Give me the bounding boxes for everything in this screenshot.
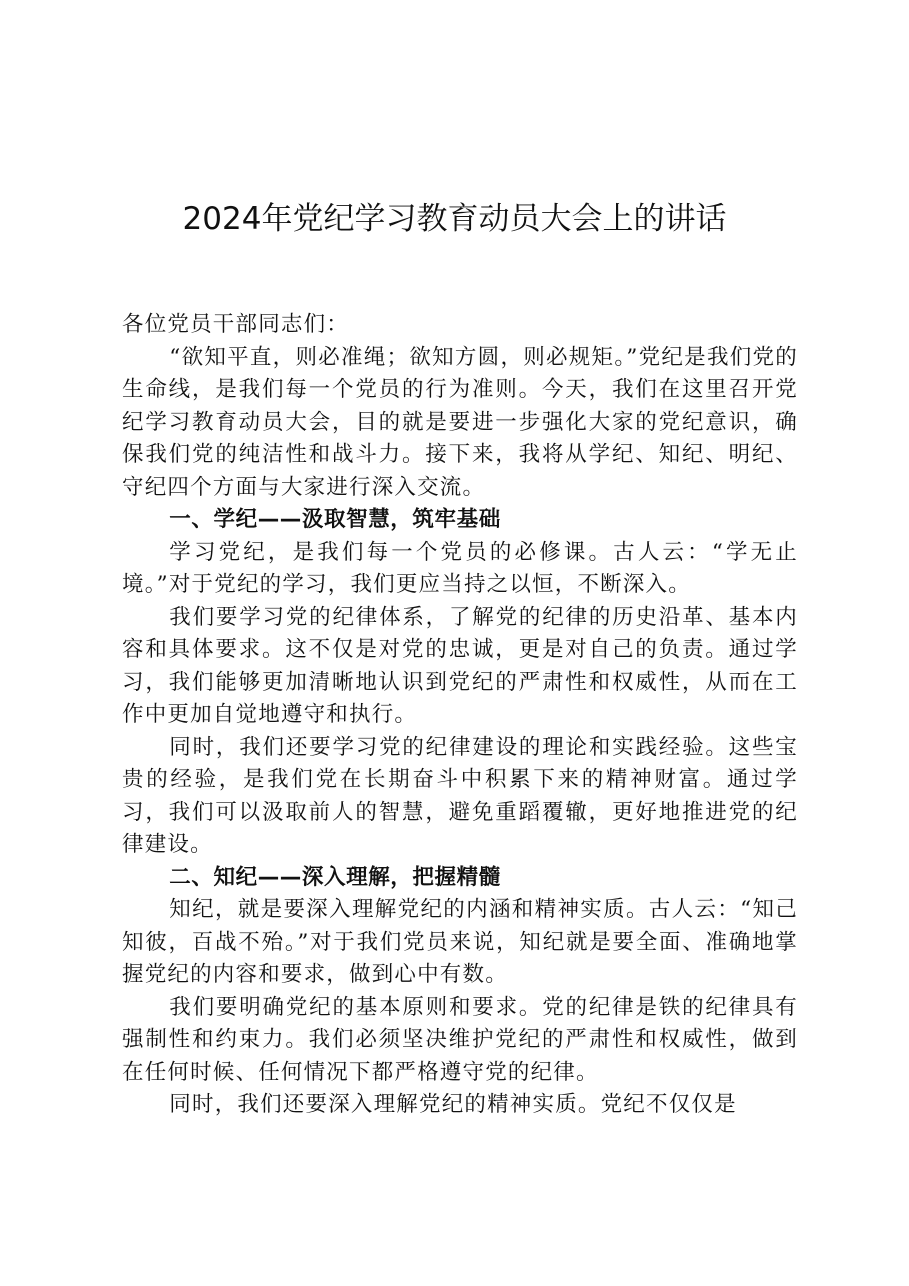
paragraph: 我们要明确党纪的基本原则和要求。党的纪律是铁的纪律具有强制性和约束力。我们必须坚决维护党纪的严肃性和权威性，做到在任何时候、任何情况下都严格遵守党的纪律。 [122, 994, 798, 1085]
document-title: 2024年党纪学习教育动员大会上的讲话 [182, 201, 727, 237]
salutation: 各位党员干部同志们： [122, 312, 350, 337]
paragraph-intro: “欲知平直，则必准绳；欲知方圆，则必规矩。”党纪是我们党的生命线，是我们每一个党员的行为准则。今天，我们在这里召开党纪学习教育动员大会，目的就是要进一步强化大家的党纪意识，确保我们党的纯洁性和战斗力。接下来，我将从学纪、知纪、明纪、守纪四个方面与大家进行深入交流。 [122, 344, 798, 500]
paragraph: 我们要学习党的纪律体系，了解党的纪律的历史沿革、基本内容和具体要求。这不仅是对党的忠诚，更是对自己的负责。通过学习，我们能够更加清晰地认识到党纪的严肃性和权威性，从而在工作中更加自觉地遵守和执行。 [122, 604, 798, 727]
section-heading-1: 一、学纪——汲取智慧，筑牢基础 [169, 507, 501, 532]
paragraph: 知纪，就是要深入理解党纪的内涵和精神实质。古人云：“知己知彼，百战不殆。”对于我们党员来说，知纪就是要全面、准确地掌握党纪的内容和要求，做到心中有数。 [122, 897, 798, 987]
paragraph: 同时，我们还要深入理解党纪的精神实质。党纪不仅仅是 [169, 1092, 737, 1117]
section-heading-2: 二、知纪——深入理解，把握精髓 [169, 864, 501, 890]
paragraph: 同时，我们还要学习党的纪律建设的理论和实践经验。这些宝贵的经验，是我们党在长期奋斗中积累下来的精神财富。通过学习，我们可以汲取前人的智慧，避免重蹈覆辙，更好地推进党的纪律建设。 [122, 734, 798, 857]
document-body [122, 309, 798, 1122]
paragraph: 学习党纪，是我们每一个党员的必修课。古人云：“学无止境。”对于党纪的学习，我们更应当持之以恒，不断深入。 [122, 539, 798, 597]
